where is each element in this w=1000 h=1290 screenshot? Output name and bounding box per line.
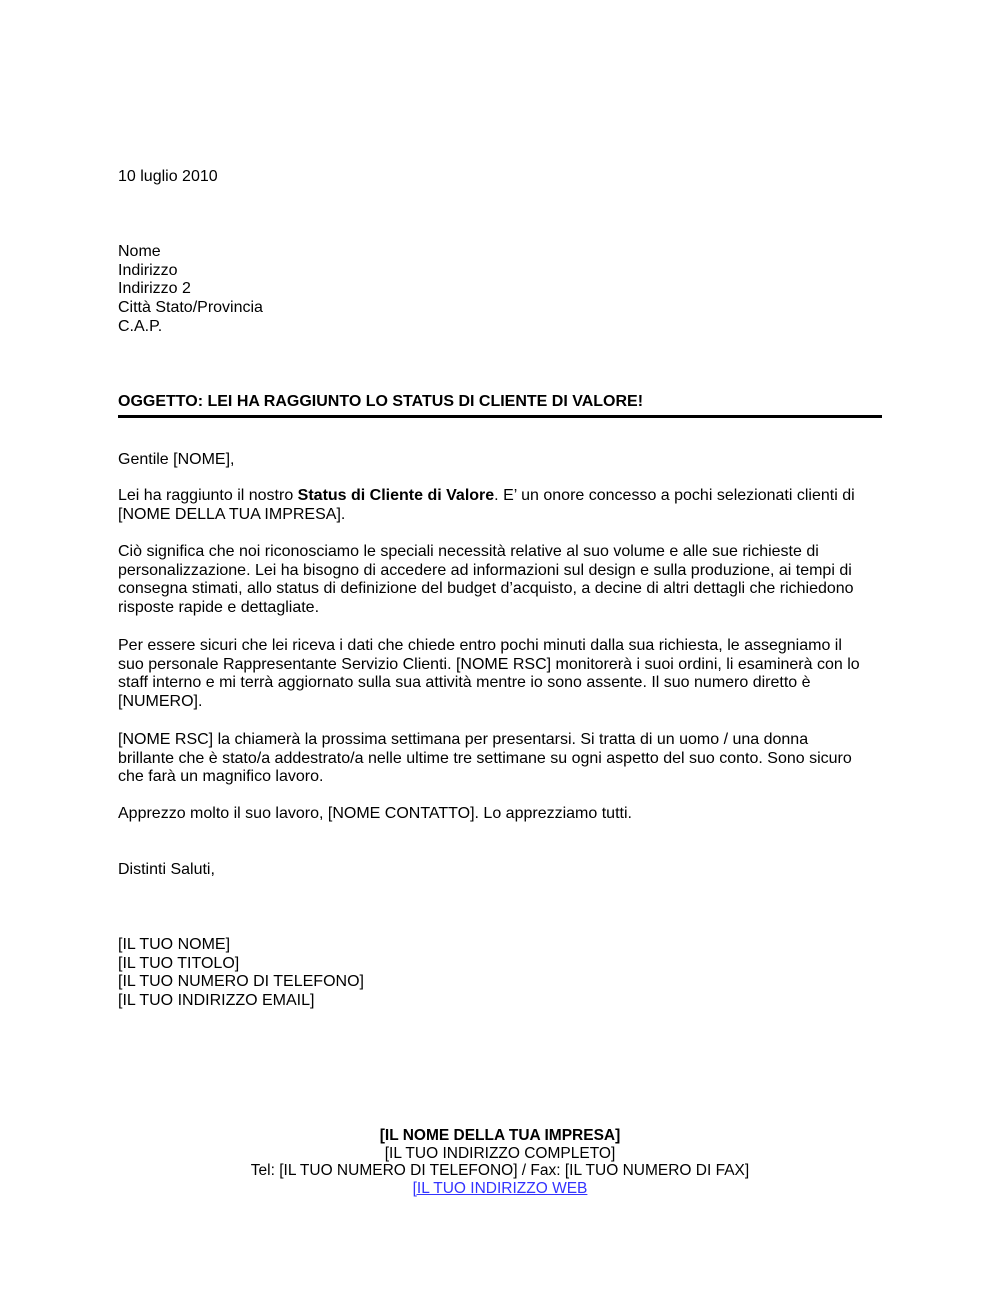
paragraph-line: staff interno e mi terrà aggiornato sulla sua attività mentre io sono assente. Il suo numero diretto è [118,674,811,692]
recipient-address [118,243,263,337]
signature-title: [IL TUO TITOLO] [118,954,240,972]
letter-date: 10 luglio 2010 [118,168,218,185]
footer-contacts: Tel: [IL TUO NUMERO DI TELEFONO] / Fax: [IL TUO NUMERO DI FAX] [250,1162,750,1179]
paragraph-1-line-2: [NOME DELLA TUA IMPRESA]. [118,505,346,523]
recipient-address-line-2: Indirizzo 2 [118,280,191,298]
footer-address: [IL TUO INDIRIZZO COMPLETO] [384,1144,616,1162]
recipient-name: Nome [118,243,161,260]
paragraph-5: Apprezzo molto il suo lavoro, [NOME CONTATTO]. Lo apprezziamo tutti. [118,805,632,822]
signature-block [118,936,364,1011]
paragraph-1-line-1 [118,487,888,506]
footer-website-link[interactable]: [IL TUO INDIRIZZO WEB [412,1179,588,1197]
signature-name: [IL TUO NOME] [118,936,231,953]
paragraph-line: risposte rapide e dettagliate. [118,599,320,617]
paragraph-3 [118,637,888,712]
signature-email: [IL TUO INDIRIZZO EMAIL] [118,992,315,1010]
greeting: Gentile [NOME], [118,451,235,468]
paragraph-line: suo personale Rappresentante Servizio Clienti. [NOME RSC] monitorerà i suoi ordini, li esaminerà con lo [118,655,860,673]
letterhead-footer [0,1127,1000,1197]
paragraph-line: che farà un magnifico lavoro. [118,768,324,786]
paragraph-2 [118,543,888,618]
subject-divider [118,415,882,418]
paragraph-line: [NUMERO]. [118,693,203,711]
paragraph-line: personalizzazione. Lei ha bisogno di accedere ad informazioni sul design e sulla produzione, ai tempi di [118,561,852,579]
paragraph-1 [118,487,888,524]
footer-company-name: [IL NOME DELLA TUA IMPRESA] [379,1127,621,1144]
paragraph-1-text-after: . E’ un onore concesso a pochi selezionati clienti di [494,487,855,504]
paragraph-1-text: Lei ha raggiunto il nostro [118,487,298,504]
recipient-postal-code: C.A.P. [118,317,163,335]
paragraph-line: Ciò significa che noi riconosciamo le speciali necessità relative al suo volume e alle sue richieste di [118,543,819,560]
subject-line: OGGETTO: LEI HA RAGGIUNTO LO STATUS DI CLIENTE DI VALORE! [118,393,644,410]
closing: Distinti Saluti, [118,861,215,878]
paragraph-line: Per essere sicuri che lei riceva i dati che chiede entro pochi minuti dalla sua richiesta, le assegniamo il [118,637,842,654]
paragraph-line: brillante che è stato/a addestrato/a nelle ultime tre settimane su ogni aspetto del suo conto. Sono sicuro [118,749,852,767]
status-highlight: Status di Cliente di Valore [297,487,495,504]
paragraph-line: [NOME RSC] la chiamerà la prossima settimana per presentarsi. Si tratta di un uomo / una donna [118,731,809,748]
recipient-city-state: Città Stato/Provincia [118,299,263,317]
paragraph-line: consegna stimati, allo status di definizione del budget d’acquisto, a decine di altri dettagli che richiedono [118,580,854,598]
recipient-address-line-1: Indirizzo [118,261,178,279]
paragraph-4 [118,731,888,787]
signature-phone: [IL TUO NUMERO DI TELEFONO] [118,973,364,991]
